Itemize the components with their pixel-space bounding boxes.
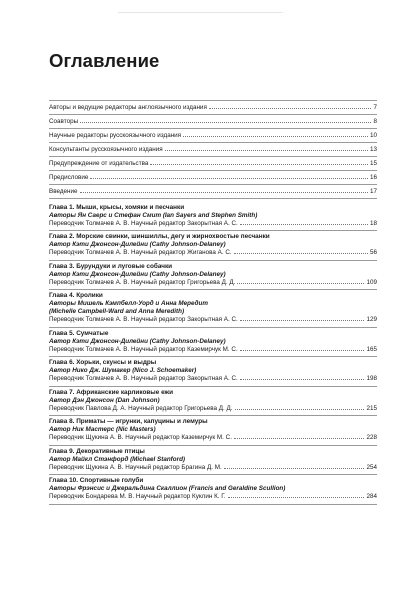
toc-entry[interactable] (49, 143, 377, 156)
chapter-title: Глава 9. Декоративные птицы (49, 447, 145, 455)
chapter-authors: Автор Кэти Джонсон-Дилейни (Cathy Johnson-Delaney) (49, 270, 226, 278)
chapter-page: 198 (366, 375, 377, 383)
chapter-page: 18 (369, 219, 377, 227)
chapter-entry[interactable] (49, 202, 377, 231)
chapter-page: 129 (366, 316, 377, 324)
chapter-title: Глава 2. Морские свинки, шиншиллы, дегу и жирнохвостые песчанки (49, 233, 270, 241)
front-matter-list (49, 100, 377, 199)
chapter-title: Глава 6. Хорьки, скунсы и выдры (49, 359, 157, 367)
chapter-entry[interactable] (49, 290, 377, 327)
dot-leader (240, 224, 368, 225)
chapter-translator: Переводчик Толмачев А. В. Научный редактор Закорытная А. С. (49, 316, 238, 324)
dot-leader (80, 192, 368, 193)
toc-entry[interactable] (49, 185, 377, 198)
dot-leader (237, 283, 364, 284)
chapter-translator: Переводчик Толмачев А. В. Научный редактор Закорытная А. С. (49, 375, 238, 383)
toc-page (49, 0, 377, 505)
dot-leader (240, 350, 365, 351)
chapter-translator: Переводчик Толмачев А. В. Научный редактор Григорьева Д. Д. (49, 278, 236, 286)
dot-leader (150, 164, 368, 165)
chapter-authors: Авторы Ян Саерс и Стефан Смит (Ian Sayers and Stephen Smith) (49, 211, 258, 219)
chapter-credits (49, 405, 377, 413)
dot-leader (183, 136, 368, 137)
chapter-translator: Переводчик Павлова Д. А. Научный редактор Григорьева Д. Д. (49, 404, 233, 412)
chapter-list (49, 202, 377, 505)
toc-entry-label: Авторы и ведущие редакторы англоязычного издания (49, 103, 207, 111)
dot-leader (234, 253, 368, 254)
dot-leader (228, 497, 365, 498)
toc-entry[interactable] (49, 157, 377, 170)
chapter-page: 254 (366, 463, 377, 471)
toc-entry[interactable] (49, 171, 377, 184)
chapter-authors: Автор Ник Мастерс (Nic Masters) (49, 426, 156, 434)
chapter-title: Глава 7. Африканские карликовые ежи (49, 388, 174, 396)
chapter-translator: Переводчик Толмачев А. В. Научный редактор Жиганова А. С. (49, 249, 232, 257)
chapter-page: 228 (366, 434, 377, 442)
chapter-authors: Авторы Мишель Кэмпбелл-Уорд и Анна Мередит (49, 300, 208, 308)
chapter-translator: Переводчик Толмачев А. В. Научный редактор Каземирчук М. С. (49, 345, 238, 353)
chapter-credits (49, 346, 377, 354)
dot-leader (224, 468, 365, 469)
chapter-credits (49, 279, 377, 287)
chapter-page: 284 (366, 493, 377, 501)
toc-entry-page: 17 (369, 187, 377, 195)
chapter-credits (49, 375, 377, 383)
chapter-credits (49, 464, 377, 472)
chapter-authors: (Michelle Campbell-Ward and Anna Meredith) (49, 308, 185, 316)
chapter-title: Глава 10. Спортивные голуби (49, 477, 144, 485)
toc-entry[interactable] (49, 115, 377, 128)
dot-leader (240, 320, 365, 321)
toc-entry-page: 8 (373, 117, 377, 125)
chapter-page: 165 (366, 345, 377, 353)
toc-entry-label: Консультанты русскоязычного издания (49, 145, 163, 153)
chapter-authors: Автор Нико Дж. Шумакер (Nico J. Schoemaker) (49, 367, 197, 375)
chapter-authors: Автор Дэн Джонсон (Dan Johnson) (49, 396, 160, 404)
chapter-translator: Переводчик Бондарева М. В. Научный редактор Куклин К. Г. (49, 493, 226, 501)
chapter-title: Глава 5. Сумчатые (49, 329, 109, 337)
chapter-authors: Автор Кэти Джонсон-Дилейни (Cathy Johnson-Delaney) (49, 337, 226, 345)
page-title: Оглавление (49, 50, 160, 71)
chapter-entry[interactable] (49, 416, 377, 445)
divider (49, 198, 377, 199)
chapter-entry[interactable] (49, 328, 377, 357)
chapter-credits (49, 249, 377, 257)
divider (49, 504, 377, 505)
chapter-authors: Авторы Фрэнсис и Джеральдина Скаллион (Francis and Geraldine Scullion) (49, 485, 286, 493)
chapter-entry[interactable] (49, 387, 377, 416)
chapter-credits (49, 493, 377, 501)
chapter-credits (49, 434, 377, 442)
dot-leader (80, 122, 371, 123)
toc-entry-page: 13 (369, 145, 377, 153)
chapter-entry[interactable] (49, 446, 377, 475)
chapter-entry[interactable] (49, 357, 377, 386)
toc-entry-label: Соавторы (49, 117, 79, 125)
chapter-entry[interactable] (49, 261, 377, 290)
toc-entry-page: 7 (373, 103, 377, 111)
toc-entry-page: 15 (369, 159, 377, 167)
dot-leader (90, 178, 368, 179)
chapter-entry[interactable] (49, 475, 377, 504)
chapter-page: 56 (369, 249, 377, 257)
toc-entry-label: Научные редакторы русскоязычного издания (49, 131, 182, 139)
dot-leader (165, 150, 368, 151)
chapter-credits (49, 316, 377, 324)
toc-entry-page: 10 (369, 131, 377, 139)
dot-leader (235, 409, 365, 410)
toc-entry[interactable] (49, 101, 377, 114)
chapter-page: 109 (366, 278, 377, 286)
chapter-translator: Переводчик Щукина А. В. Научный редактор Брагина Д. М. (49, 463, 222, 471)
chapter-title: Глава 8. Приматы — игрунки, капуцины и лемуры (49, 418, 208, 426)
dot-leader (209, 108, 372, 109)
chapter-title: Глава 4. Кролики (49, 292, 103, 300)
chapter-title: Глава 1. Мыши, крысы, хомяки и песчанки (49, 203, 185, 211)
toc-entry-label: Предупреждение от издательства (49, 159, 149, 167)
toc-entry[interactable] (49, 129, 377, 142)
dot-leader (234, 438, 365, 439)
toc-entry-label: Введение (49, 187, 78, 195)
toc-entry-page: 16 (369, 173, 377, 181)
chapter-translator: Переводчик Толмачев А. В. Научный редактор Закорытная А. С. (49, 219, 238, 227)
chapter-authors: Автор Кэти Джонсон-Дилейни (Cathy Johnson-Delaney) (49, 241, 226, 249)
chapter-title: Глава 3. Бурундуки и луговые собачки (49, 262, 173, 270)
chapter-page: 215 (366, 404, 377, 412)
chapter-entry[interactable] (49, 231, 377, 260)
toc-entry-label: Предисловие (49, 173, 89, 181)
dot-leader (240, 379, 365, 380)
chapter-authors: Автор Майкл Стэнфорд (Michael Stanford) (49, 455, 186, 463)
chapter-translator: Переводчик Щукина А. В. Научный редактор Каземирчук М. С. (49, 434, 232, 442)
chapter-credits (49, 220, 377, 228)
